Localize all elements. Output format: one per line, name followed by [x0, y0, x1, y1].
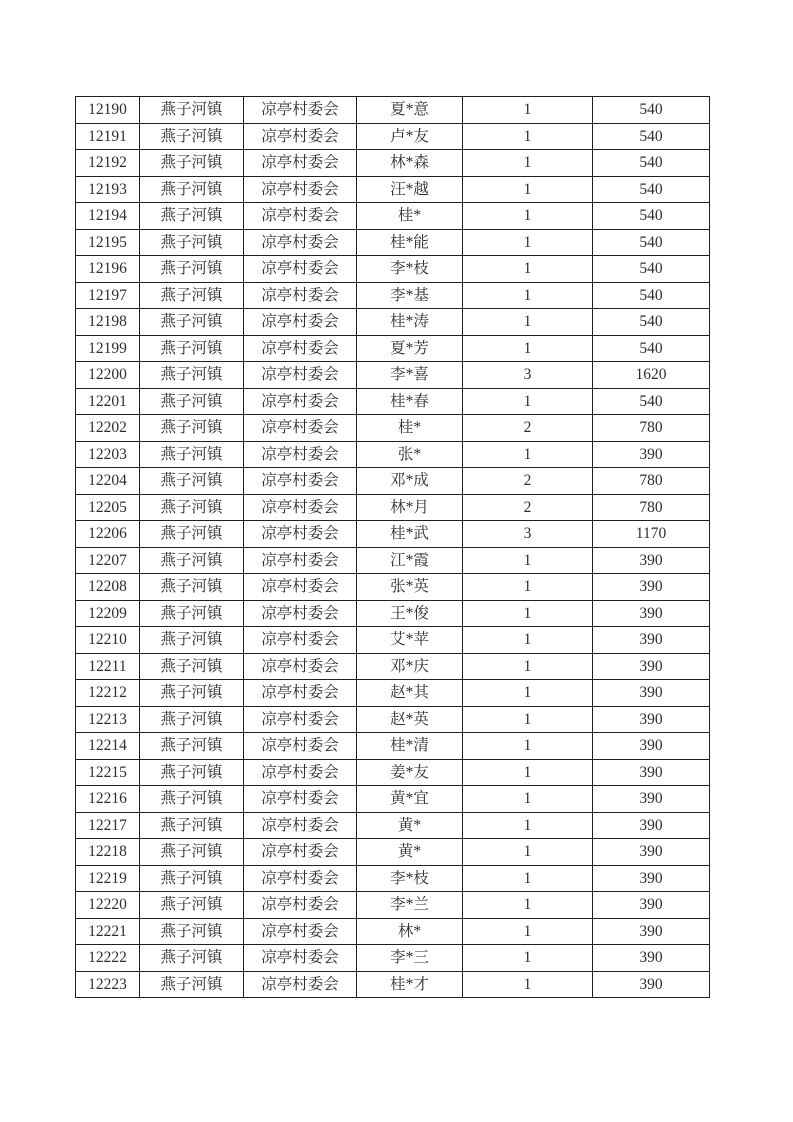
- cell-village: 凉亭村委会: [244, 547, 357, 574]
- cell-id: 12200: [76, 362, 140, 389]
- table-row: [76, 335, 710, 362]
- cell-village: 凉亭村委会: [244, 335, 357, 362]
- table-row: [76, 892, 710, 919]
- table-row: [76, 150, 710, 177]
- cell-village: 凉亭村委会: [244, 229, 357, 256]
- cell-count: 1: [463, 759, 593, 786]
- cell-count: 1: [463, 892, 593, 919]
- cell-name: 夏*芳: [357, 335, 463, 362]
- cell-name: 张*英: [357, 574, 463, 601]
- cell-name: 李*三: [357, 945, 463, 972]
- cell-town: 燕子河镇: [140, 839, 244, 866]
- cell-town: 燕子河镇: [140, 627, 244, 654]
- cell-name: 黄*: [357, 839, 463, 866]
- table-row: [76, 282, 710, 309]
- cell-name: 赵*英: [357, 706, 463, 733]
- cell-count: 3: [463, 521, 593, 548]
- cell-id: 12191: [76, 123, 140, 150]
- table-row: [76, 574, 710, 601]
- cell-village: 凉亭村委会: [244, 574, 357, 601]
- cell-town: 燕子河镇: [140, 971, 244, 998]
- cell-count: 1: [463, 309, 593, 336]
- cell-amount: 540: [593, 309, 710, 336]
- cell-id: 12223: [76, 971, 140, 998]
- table-row: [76, 653, 710, 680]
- cell-id: 12206: [76, 521, 140, 548]
- table-row: [76, 229, 710, 256]
- table-row: [76, 256, 710, 283]
- table-row: [76, 759, 710, 786]
- cell-town: 燕子河镇: [140, 441, 244, 468]
- cell-village: 凉亭村委会: [244, 971, 357, 998]
- cell-count: 1: [463, 176, 593, 203]
- cell-amount: 390: [593, 441, 710, 468]
- cell-id: 12193: [76, 176, 140, 203]
- cell-village: 凉亭村委会: [244, 123, 357, 150]
- cell-name: 桂*: [357, 203, 463, 230]
- cell-village: 凉亭村委会: [244, 494, 357, 521]
- cell-id: 12208: [76, 574, 140, 601]
- cell-id: 12218: [76, 839, 140, 866]
- payment-table: [75, 96, 710, 998]
- cell-name: 林*森: [357, 150, 463, 177]
- cell-id: 12201: [76, 388, 140, 415]
- cell-count: 2: [463, 494, 593, 521]
- cell-village: 凉亭村委会: [244, 680, 357, 707]
- cell-count: 2: [463, 415, 593, 442]
- table-row: [76, 971, 710, 998]
- cell-village: 凉亭村委会: [244, 441, 357, 468]
- cell-id: 12222: [76, 945, 140, 972]
- cell-amount: 390: [593, 918, 710, 945]
- cell-name: 黄*宜: [357, 786, 463, 813]
- cell-amount: 780: [593, 415, 710, 442]
- cell-id: 12211: [76, 653, 140, 680]
- cell-village: 凉亭村委会: [244, 282, 357, 309]
- cell-name: 李*喜: [357, 362, 463, 389]
- table-row: [76, 415, 710, 442]
- cell-village: 凉亭村委会: [244, 945, 357, 972]
- cell-count: 1: [463, 388, 593, 415]
- cell-village: 凉亭村委会: [244, 309, 357, 336]
- cell-name: 林*: [357, 918, 463, 945]
- cell-amount: 390: [593, 865, 710, 892]
- cell-village: 凉亭村委会: [244, 918, 357, 945]
- cell-amount: 390: [593, 653, 710, 680]
- cell-name: 黄*: [357, 812, 463, 839]
- cell-id: 12199: [76, 335, 140, 362]
- table-row: [76, 468, 710, 495]
- cell-id: 12204: [76, 468, 140, 495]
- cell-count: 1: [463, 150, 593, 177]
- table-row: [76, 547, 710, 574]
- cell-name: 夏*意: [357, 97, 463, 124]
- cell-town: 燕子河镇: [140, 309, 244, 336]
- cell-id: 12215: [76, 759, 140, 786]
- cell-id: 12217: [76, 812, 140, 839]
- cell-id: 12202: [76, 415, 140, 442]
- cell-amount: 390: [593, 971, 710, 998]
- table-row: [76, 733, 710, 760]
- cell-amount: 780: [593, 494, 710, 521]
- cell-amount: 390: [593, 892, 710, 919]
- cell-town: 燕子河镇: [140, 786, 244, 813]
- cell-village: 凉亭村委会: [244, 733, 357, 760]
- table-body: [76, 97, 710, 998]
- cell-amount: 540: [593, 150, 710, 177]
- cell-town: 燕子河镇: [140, 865, 244, 892]
- cell-town: 燕子河镇: [140, 733, 244, 760]
- cell-id: 12213: [76, 706, 140, 733]
- cell-town: 燕子河镇: [140, 918, 244, 945]
- cell-town: 燕子河镇: [140, 415, 244, 442]
- cell-village: 凉亭村委会: [244, 362, 357, 389]
- table-row: [76, 839, 710, 866]
- cell-id: 12192: [76, 150, 140, 177]
- cell-count: 1: [463, 441, 593, 468]
- cell-count: 1: [463, 918, 593, 945]
- cell-count: 1: [463, 229, 593, 256]
- cell-town: 燕子河镇: [140, 203, 244, 230]
- cell-town: 燕子河镇: [140, 256, 244, 283]
- table-row: [76, 123, 710, 150]
- cell-name: 赵*其: [357, 680, 463, 707]
- cell-village: 凉亭村委会: [244, 468, 357, 495]
- cell-count: 1: [463, 282, 593, 309]
- table-row: [76, 680, 710, 707]
- cell-amount: 390: [593, 759, 710, 786]
- cell-id: 12209: [76, 600, 140, 627]
- cell-amount: 540: [593, 97, 710, 124]
- cell-town: 燕子河镇: [140, 229, 244, 256]
- cell-town: 燕子河镇: [140, 468, 244, 495]
- cell-count: 1: [463, 733, 593, 760]
- table-row: [76, 362, 710, 389]
- cell-name: 邓*成: [357, 468, 463, 495]
- cell-village: 凉亭村委会: [244, 759, 357, 786]
- cell-village: 凉亭村委会: [244, 892, 357, 919]
- cell-count: 3: [463, 362, 593, 389]
- cell-town: 燕子河镇: [140, 574, 244, 601]
- cell-name: 桂*武: [357, 521, 463, 548]
- cell-id: 12196: [76, 256, 140, 283]
- cell-name: 江*霞: [357, 547, 463, 574]
- cell-town: 燕子河镇: [140, 759, 244, 786]
- cell-village: 凉亭村委会: [244, 256, 357, 283]
- cell-name: 桂*春: [357, 388, 463, 415]
- cell-id: 12212: [76, 680, 140, 707]
- cell-amount: 540: [593, 123, 710, 150]
- cell-amount: 1620: [593, 362, 710, 389]
- cell-name: 桂*才: [357, 971, 463, 998]
- cell-town: 燕子河镇: [140, 362, 244, 389]
- cell-town: 燕子河镇: [140, 892, 244, 919]
- cell-amount: 780: [593, 468, 710, 495]
- table-row: [76, 706, 710, 733]
- cell-count: 1: [463, 839, 593, 866]
- cell-name: 桂*: [357, 415, 463, 442]
- cell-town: 燕子河镇: [140, 680, 244, 707]
- table-row: [76, 786, 710, 813]
- cell-id: 12197: [76, 282, 140, 309]
- cell-amount: 390: [593, 733, 710, 760]
- cell-id: 12221: [76, 918, 140, 945]
- table-row: [76, 865, 710, 892]
- cell-town: 燕子河镇: [140, 547, 244, 574]
- cell-town: 燕子河镇: [140, 812, 244, 839]
- cell-amount: 540: [593, 388, 710, 415]
- cell-name: 李*枝: [357, 256, 463, 283]
- table-row: [76, 309, 710, 336]
- cell-village: 凉亭村委会: [244, 600, 357, 627]
- cell-village: 凉亭村委会: [244, 839, 357, 866]
- cell-name: 林*月: [357, 494, 463, 521]
- cell-town: 燕子河镇: [140, 97, 244, 124]
- table-row: [76, 203, 710, 230]
- cell-village: 凉亭村委会: [244, 521, 357, 548]
- cell-count: 1: [463, 203, 593, 230]
- cell-count: 1: [463, 123, 593, 150]
- cell-count: 1: [463, 706, 593, 733]
- cell-town: 燕子河镇: [140, 706, 244, 733]
- cell-count: 1: [463, 335, 593, 362]
- cell-id: 12207: [76, 547, 140, 574]
- cell-name: 邓*庆: [357, 653, 463, 680]
- cell-name: 姜*友: [357, 759, 463, 786]
- cell-id: 12203: [76, 441, 140, 468]
- cell-count: 1: [463, 680, 593, 707]
- cell-town: 燕子河镇: [140, 600, 244, 627]
- cell-count: 1: [463, 653, 593, 680]
- cell-count: 1: [463, 786, 593, 813]
- cell-village: 凉亭村委会: [244, 150, 357, 177]
- cell-amount: 390: [593, 600, 710, 627]
- cell-village: 凉亭村委会: [244, 812, 357, 839]
- cell-name: 汪*越: [357, 176, 463, 203]
- table-row: [76, 176, 710, 203]
- cell-village: 凉亭村委会: [244, 415, 357, 442]
- cell-name: 王*俊: [357, 600, 463, 627]
- cell-id: 12194: [76, 203, 140, 230]
- cell-amount: 540: [593, 229, 710, 256]
- cell-amount: 390: [593, 547, 710, 574]
- cell-name: 张*: [357, 441, 463, 468]
- cell-village: 凉亭村委会: [244, 653, 357, 680]
- cell-name: 桂*能: [357, 229, 463, 256]
- cell-town: 燕子河镇: [140, 150, 244, 177]
- cell-count: 1: [463, 574, 593, 601]
- cell-name: 桂*涛: [357, 309, 463, 336]
- cell-village: 凉亭村委会: [244, 97, 357, 124]
- cell-amount: 390: [593, 574, 710, 601]
- cell-id: 12220: [76, 892, 140, 919]
- cell-village: 凉亭村委会: [244, 786, 357, 813]
- cell-amount: 540: [593, 335, 710, 362]
- table-row: [76, 600, 710, 627]
- cell-count: 1: [463, 97, 593, 124]
- cell-count: 1: [463, 971, 593, 998]
- cell-id: 12198: [76, 309, 140, 336]
- cell-amount: 390: [593, 786, 710, 813]
- cell-town: 燕子河镇: [140, 494, 244, 521]
- cell-town: 燕子河镇: [140, 653, 244, 680]
- table-row: [76, 97, 710, 124]
- cell-town: 燕子河镇: [140, 945, 244, 972]
- cell-amount: 390: [593, 812, 710, 839]
- cell-village: 凉亭村委会: [244, 176, 357, 203]
- cell-count: 2: [463, 468, 593, 495]
- cell-town: 燕子河镇: [140, 123, 244, 150]
- table-row: [76, 494, 710, 521]
- cell-name: 李*兰: [357, 892, 463, 919]
- cell-amount: 540: [593, 282, 710, 309]
- cell-id: 12219: [76, 865, 140, 892]
- cell-count: 1: [463, 256, 593, 283]
- table-row: [76, 812, 710, 839]
- cell-count: 1: [463, 627, 593, 654]
- cell-amount: 390: [593, 945, 710, 972]
- table-row: [76, 918, 710, 945]
- cell-name: 卢*友: [357, 123, 463, 150]
- cell-count: 1: [463, 812, 593, 839]
- cell-village: 凉亭村委会: [244, 706, 357, 733]
- cell-count: 1: [463, 865, 593, 892]
- cell-amount: 390: [593, 839, 710, 866]
- cell-id: 12216: [76, 786, 140, 813]
- cell-name: 李*枝: [357, 865, 463, 892]
- cell-town: 燕子河镇: [140, 388, 244, 415]
- cell-amount: 390: [593, 680, 710, 707]
- cell-amount: 540: [593, 256, 710, 283]
- cell-amount: 1170: [593, 521, 710, 548]
- cell-id: 12205: [76, 494, 140, 521]
- cell-town: 燕子河镇: [140, 335, 244, 362]
- cell-name: 李*基: [357, 282, 463, 309]
- table-row: [76, 388, 710, 415]
- cell-name: 桂*清: [357, 733, 463, 760]
- table-row: [76, 521, 710, 548]
- cell-amount: 540: [593, 176, 710, 203]
- cell-count: 1: [463, 600, 593, 627]
- cell-id: 12190: [76, 97, 140, 124]
- cell-town: 燕子河镇: [140, 521, 244, 548]
- cell-town: 燕子河镇: [140, 282, 244, 309]
- cell-id: 12195: [76, 229, 140, 256]
- cell-village: 凉亭村委会: [244, 627, 357, 654]
- cell-village: 凉亭村委会: [244, 865, 357, 892]
- cell-count: 1: [463, 945, 593, 972]
- cell-id: 12214: [76, 733, 140, 760]
- table-row: [76, 441, 710, 468]
- cell-amount: 390: [593, 627, 710, 654]
- table-row: [76, 627, 710, 654]
- cell-name: 艾*苹: [357, 627, 463, 654]
- table-row: [76, 945, 710, 972]
- cell-amount: 540: [593, 203, 710, 230]
- cell-village: 凉亭村委会: [244, 388, 357, 415]
- cell-count: 1: [463, 547, 593, 574]
- cell-id: 12210: [76, 627, 140, 654]
- cell-village: 凉亭村委会: [244, 203, 357, 230]
- cell-amount: 390: [593, 706, 710, 733]
- cell-town: 燕子河镇: [140, 176, 244, 203]
